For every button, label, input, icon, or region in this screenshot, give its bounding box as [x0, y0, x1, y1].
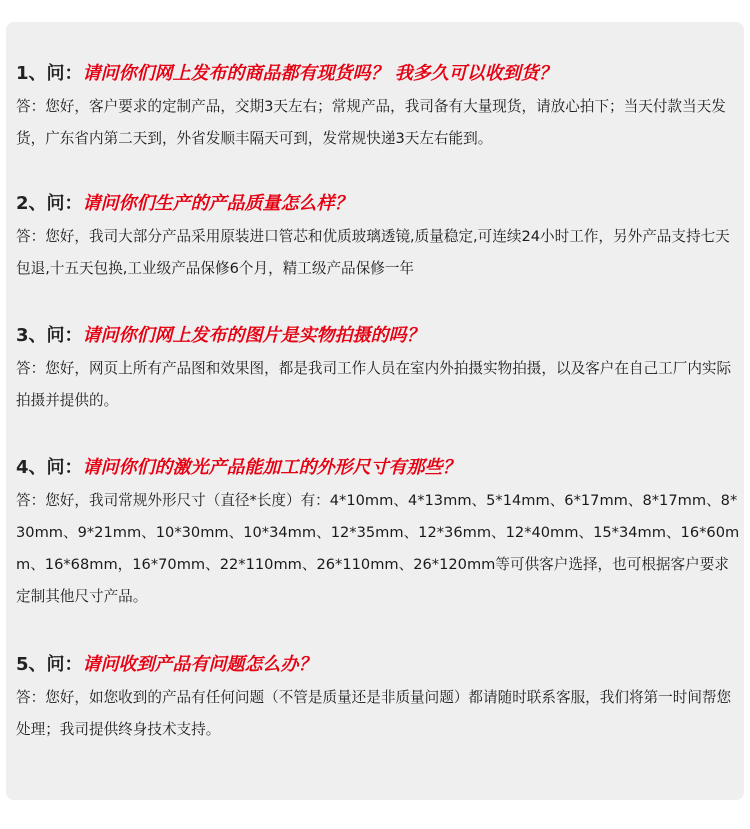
- faq-item-1: [16, 57, 740, 155]
- question-number: 4、问：: [16, 457, 83, 478]
- question-number: 3、问：: [16, 325, 83, 346]
- question-number: 2、问：: [16, 193, 83, 214]
- faq-item-5: [16, 648, 740, 746]
- faq-answer-3: 答：您好，网页上所有产品图和效果图，都是我司工作人员在室内外拍摄实物拍摄，以及客户在自己工厂内实际拍摄并提供的。: [16, 360, 732, 409]
- faq-answer-4: 答：您好，我司常规外形尺寸（直径*长度）有：4*10mm、4*13mm、5*14mm、6*17mm、8*17mm、8*30mm、9*21mm、10*30mm、10*34mm、12*35mm、12*36mm、12*40mm、15*34mm、16*60mm、16*68mm，16*70mm、22*110mm、26*110mm、26*120mm等可供客户选择，也可根据客户要求定制其他尺寸产品。: [16, 492, 740, 605]
- faq-item-2: [16, 187, 740, 285]
- faq-question-1: [16, 57, 740, 91]
- question-text: 请问你们网上发布的图片是实物拍摄的吗？: [82, 325, 425, 346]
- question-text: 请问你们生产的产品质量怎么样？: [82, 193, 353, 214]
- question-text: 请问你们网上发布的商品都有现货吗？ 我多久可以收到货？: [82, 63, 557, 84]
- question-number: 1、问：: [16, 63, 83, 84]
- question-text: 请问你们的激光产品能加工的外形尺寸有那些？: [82, 457, 461, 478]
- faq-answer-1: 答：您好，客户要求的定制产品，交期3天左右；常规产品，我司备有大量现货，请放心拍下；当天付款当天发货，广东省内第二天到，外省发顺丰隔天可到，发常规快递3天左右能到。: [16, 98, 726, 147]
- faq-question-3: [16, 319, 740, 353]
- faq-answer-5: 答：您好，如您收到的产品有任何问题（不管是质量还是非质量问题）都请随时联系客服，我们将第一时间帮您处理；我司提供终身技术支持。: [16, 689, 732, 738]
- faq-question-5: [16, 648, 740, 682]
- faq-question-2: [16, 187, 740, 221]
- question-number: 5、问：: [16, 654, 83, 675]
- faq-question-4: [16, 451, 740, 485]
- faq-item-4: [16, 451, 740, 613]
- faq-answer-2: 答：您好，我司大部分产品采用原装进口管芯和优质玻璃透镜,质量稳定,可连续24小时工作，另外产品支持七天包退,十五天包换,工业级产品保修6个月，精工级产品保修一年: [16, 228, 730, 277]
- faq-item-3: [16, 319, 740, 417]
- question-text: 请问收到产品有问题怎么办？: [82, 654, 317, 675]
